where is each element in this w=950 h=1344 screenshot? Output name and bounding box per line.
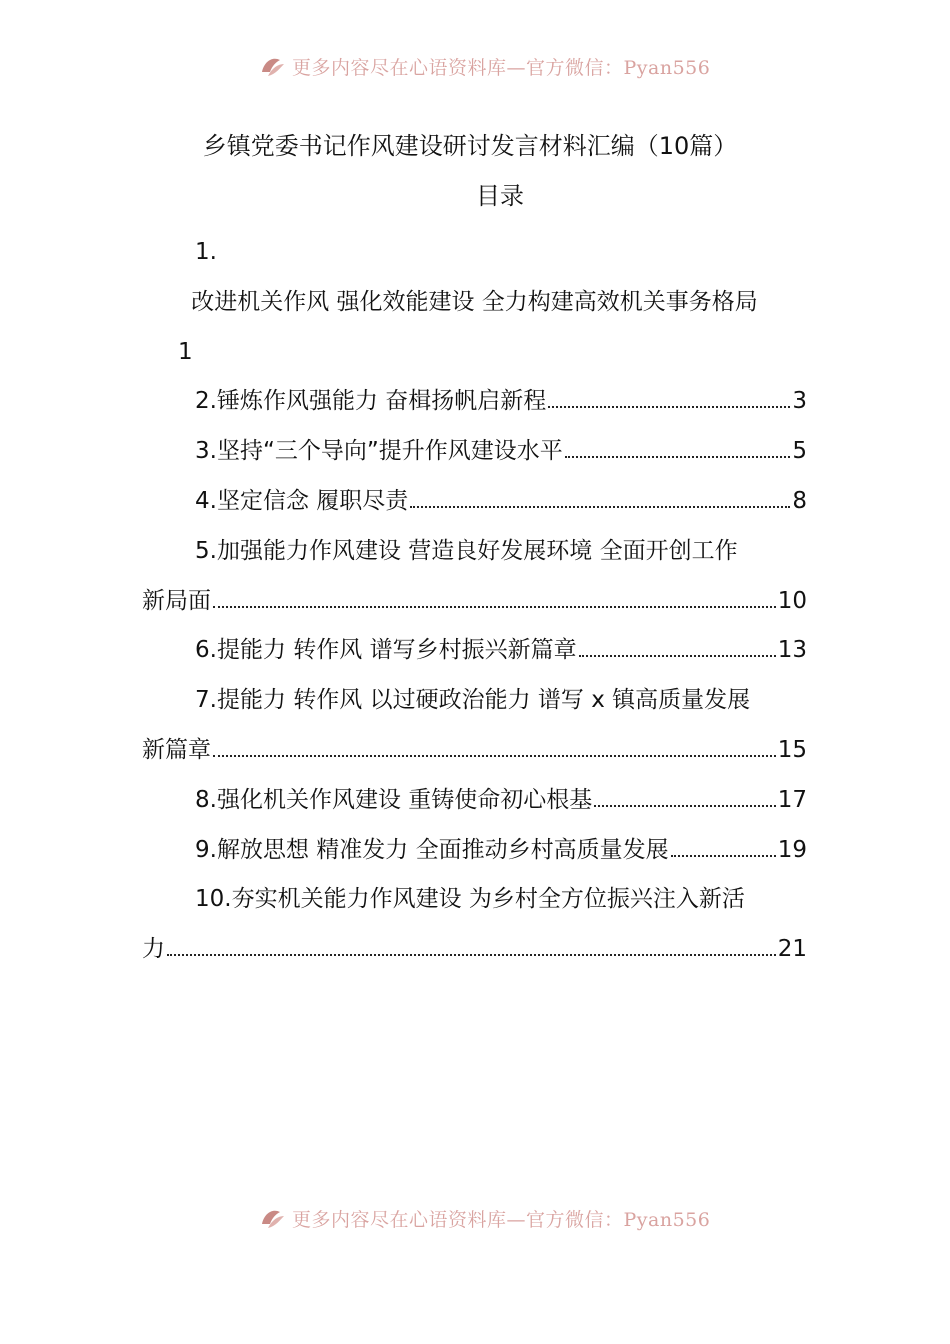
toc-entry-page: 15 <box>777 736 807 763</box>
toc-entry-page: 5 <box>792 438 807 465</box>
table-of-contents <box>142 228 807 975</box>
toc-entry-1[interactable] <box>142 228 807 377</box>
dot-leader <box>410 506 790 508</box>
toc-entry-8[interactable] <box>142 776 807 826</box>
toc-entry-number: 10. <box>195 886 232 913</box>
dot-leader <box>565 456 791 458</box>
toc-entry-6[interactable] <box>142 626 807 676</box>
dot-leader <box>579 655 776 657</box>
toc-entry-page: 13 <box>777 637 807 664</box>
toc-entry-title-line1: 夯实机关能力作风建设 为乡村全方位振兴注入新活 <box>231 886 745 913</box>
dot-leader <box>548 406 790 408</box>
toc-entry-title: 锤炼作风强能力 奋楫扬帆启新程 <box>216 388 547 415</box>
watermark-text: 更多内容尽在心语资料库—官方微信：Pyan556 <box>292 56 711 79</box>
toc-entry-9[interactable] <box>142 826 807 876</box>
toc-entry-title: 改进机关作风 强化效能建设 全力构建高效机关事务格局 <box>191 288 758 315</box>
dot-leader <box>594 805 775 807</box>
toc-entry-number: 6. <box>195 637 217 664</box>
watermark-logo-icon <box>258 52 286 80</box>
toc-entry-number: 5. <box>195 537 217 564</box>
toc-entry-2[interactable] <box>142 377 807 427</box>
toc-entry-5[interactable] <box>142 527 807 627</box>
toc-entry-title: 坚定信念 履职尽责 <box>216 487 409 514</box>
toc-entry-number: 9. <box>195 836 217 863</box>
toc-entry-title: 坚持“三个导向”提升作风建设水平 <box>216 438 563 465</box>
toc-entry-page: 19 <box>777 836 807 863</box>
watermark-footer <box>0 1200 950 1240</box>
dot-leader <box>213 606 776 608</box>
toc-entry-title-line2: 力 <box>142 936 165 963</box>
document-title: 乡镇党委书记作风建设研讨发言材料汇编（10篇） <box>202 132 738 160</box>
toc-entry-number: 4. <box>195 487 217 514</box>
watermark-header <box>0 48 950 88</box>
toc-entry-title: 提能力 转作风 谱写乡村振兴新篇章 <box>216 637 577 664</box>
toc-entry-number: 7. <box>195 687 217 714</box>
toc-entry-number: 3. <box>195 438 217 465</box>
toc-entry-title: 解放思想 精准发力 全面推动乡村高质量发展 <box>216 836 669 863</box>
watermark-logo-icon <box>258 1204 286 1232</box>
toc-entry-7[interactable] <box>142 676 807 776</box>
toc-entry-page: 3 <box>792 388 807 415</box>
toc-entry-3[interactable] <box>142 427 807 477</box>
toc-entry-number: 1. <box>195 239 217 265</box>
toc-entry-page: 8 <box>792 487 807 514</box>
toc-entry-page: 1 <box>178 338 193 365</box>
toc-entry-title: 强化机关作风建设 重铸使命初心根基 <box>216 786 593 813</box>
dot-leader <box>213 755 776 757</box>
toc-entry-title-line1: 加强能力作风建设 营造良好发展环境 全面开创工作 <box>216 537 738 564</box>
toc-heading: 目录 <box>476 182 524 210</box>
toc-entry-page: 21 <box>777 936 807 963</box>
toc-entry-title-line1: 提能力 转作风 以过硬政治能力 谱写 x 镇高质量发展 <box>216 687 751 714</box>
toc-entry-title-line2: 新局面 <box>142 587 211 614</box>
dot-leader <box>671 855 776 857</box>
toc-entry-10[interactable] <box>142 875 807 975</box>
toc-entry-page: 10 <box>777 587 807 614</box>
watermark-text: 更多内容尽在心语资料库—官方微信：Pyan556 <box>292 1208 711 1231</box>
toc-entry-number: 2. <box>195 388 217 415</box>
toc-entry-4[interactable] <box>142 477 807 527</box>
toc-entry-page: 17 <box>777 786 807 813</box>
dot-leader <box>167 954 776 956</box>
toc-entry-number: 8. <box>195 786 217 813</box>
toc-entry-title-line2: 新篇章 <box>142 736 211 763</box>
